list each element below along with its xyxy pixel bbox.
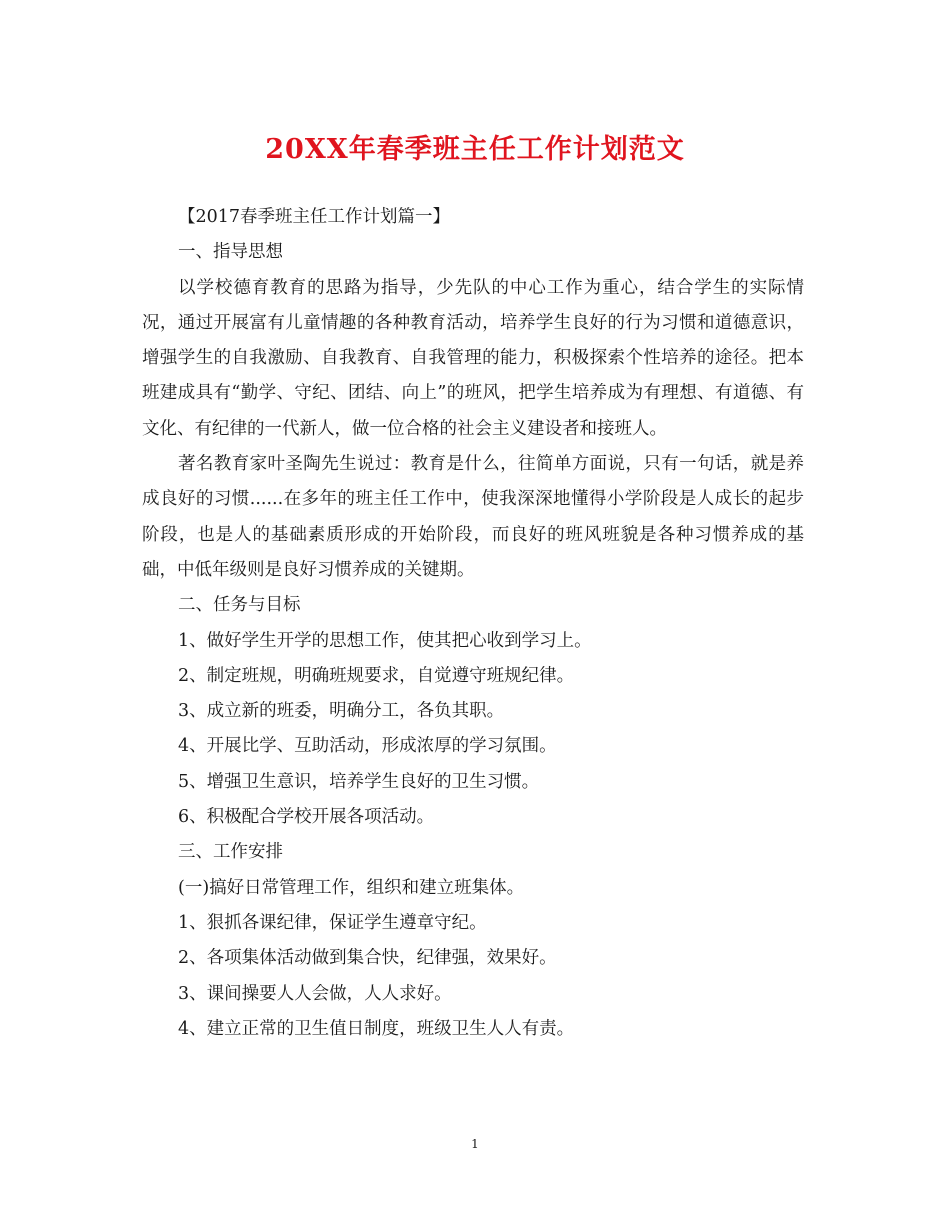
- section-heading: 二、任务与目标: [178, 595, 301, 616]
- list-item: 2、制定班规，明确班规要求，自觉遵守班规纪律。: [178, 665, 575, 686]
- list-item: 2、各项集体活动做到集合快，纪律强，效果好。: [178, 948, 557, 969]
- list-item: 3、成立新的班委，明确分工，各负其职。: [178, 701, 505, 722]
- list-item: 1、做好学生开学的思想工作，使其把心收到学习上。: [178, 630, 592, 651]
- section-heading: 三、工作安排: [178, 842, 283, 863]
- document-title: 20XX年春季班主任工作计划范文: [265, 134, 685, 165]
- list-item: 4、建立正常的卫生值日制度，班级卫生人人有责。: [178, 1018, 575, 1039]
- list-item: 1、狠抓各课纪律，保证学生遵章守纪。: [178, 912, 487, 933]
- list-item: 3、课间操要人人会做，人人求好。: [178, 983, 452, 1004]
- list-item: 4、开展比学、互助活动，形成浓厚的学习氛围。: [178, 736, 557, 757]
- document-body: [142, 200, 804, 1047]
- body-paragraph: 著名教育家叶圣陶先生说过：教育是什么，往简单方面说，只有一句话，就是养成良好的习惯......在多年的班主任工作中，使我深深地懂得小学阶段是人成长的起步阶段，也是人的基础素质形成的开始阶段，而良好的班风班貌是各种习惯养成的基础，中低年级则是良好习惯养成的关键期。: [142, 454, 804, 580]
- body-paragraph: 以学校德育教育的思路为指导，少先队的中心工作为重心，结合学生的实际情况，通过开展富有儿童情趣的各种教育活动，培养学生良好的行为习惯和道德意识，增强学生的自我激励、自我教育、自我管理的能力，积极探索个性培养的途径。把本班建成具有“勤学、守纪、团结、向上”的班风，把学生培养成为有理想、有道德、有文化、有纪律的一代新人，做一位合格的社会主义建设者和接班人。: [142, 277, 804, 439]
- section-heading: 一、指导思想: [178, 242, 283, 263]
- list-item: 5、增强卫生意识，培养学生良好的卫生习惯。: [178, 771, 540, 792]
- list-item: 6、积极配合学校开展各项活动。: [178, 807, 435, 828]
- section-heading: 【2017春季班主任工作计划篇一】: [178, 207, 451, 227]
- page-number: 1: [471, 1137, 479, 1151]
- subsection-heading: (一)搞好日常管理工作，组织和建立班集体。: [178, 877, 525, 898]
